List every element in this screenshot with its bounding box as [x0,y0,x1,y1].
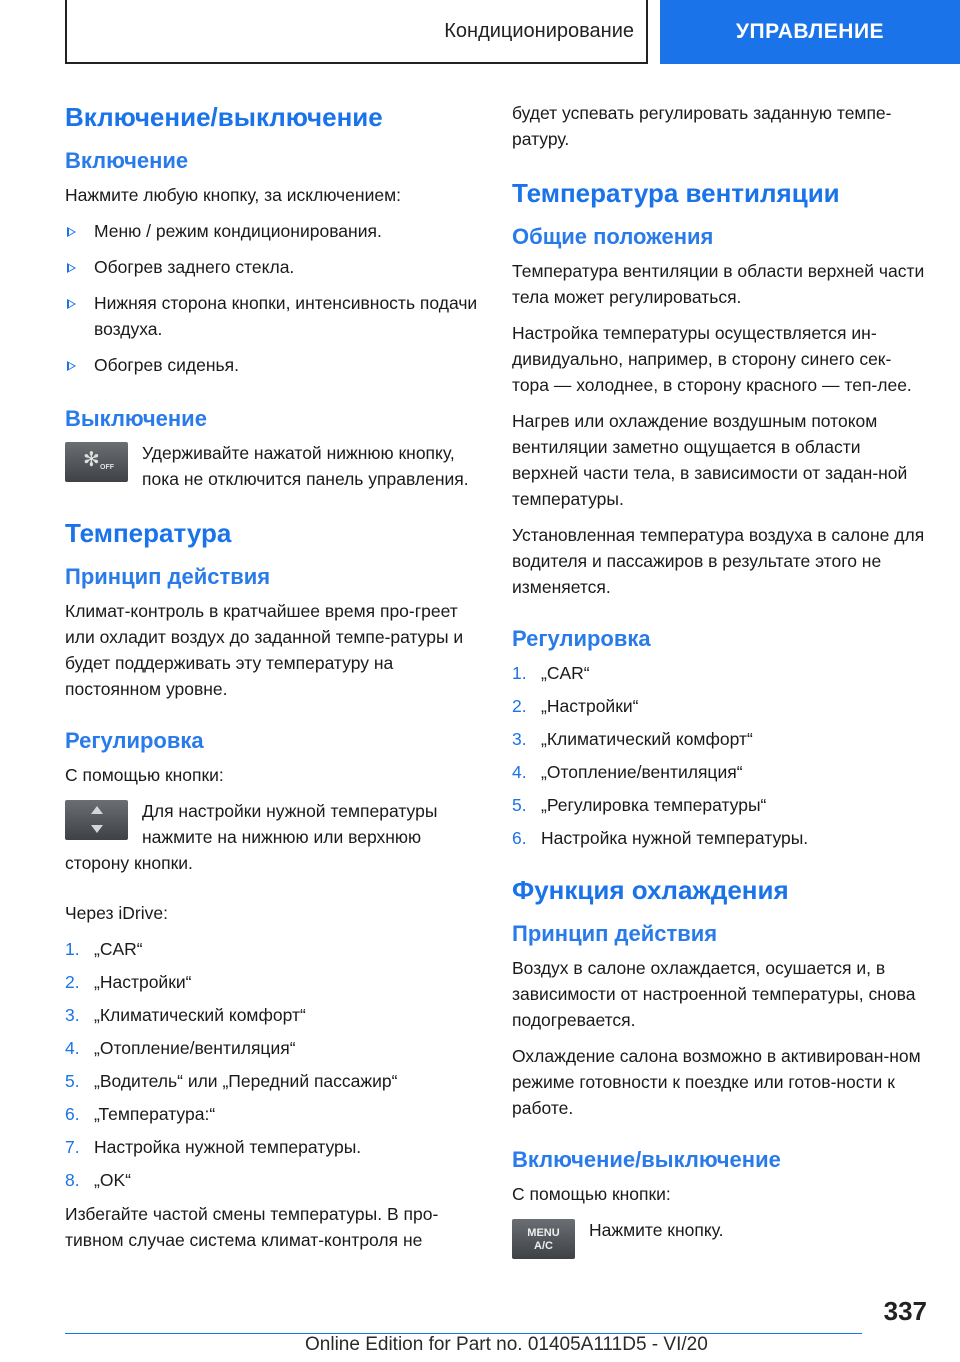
off-text: Удерживайте нажатой нижнюю кнопку, пока не отключится панель управления. [142,443,469,489]
heading-principle-right: Принцип действия [512,921,718,946]
list-item: 6. „Температура:“ [65,1104,216,1124]
triangle-bullet-icon [67,227,76,237]
footer-edition: Online Edition for Part no. 01405A111D5 - VI/20 [305,1334,708,1355]
principle-text: Климат-контроль в кратчайшее время про-греет или охладит воздух до заданной темпе-ратуры и будет поддерживать эту температуру на постоянном уровне. [65,601,464,699]
list-item: Обогрев заднего стекла. [65,254,480,280]
on-intro: Нажмите любую кнопку, за исключением: [65,185,401,205]
triangle-bullet-icon [67,361,76,371]
list-item: 5. „Регулировка температуры“ [512,795,767,815]
off-label: OFF [100,464,114,471]
list-item: Обогрев сиденья. [65,352,480,378]
heading-onoff-right: Включение/выключение [512,1147,781,1172]
arrow-up-icon [91,806,103,814]
list-item: Нижняя сторона кнопки, интенсивность подачи воздуха. [65,290,480,342]
idrive-steps [65,936,480,1193]
idrive-intro: Через iDrive: [65,903,168,923]
section-title: Кондиционирование [444,19,634,42]
menu-button-text: Нажмите кнопку. [589,1220,724,1240]
onoff-intro: С помощью кнопки: [512,1184,671,1204]
heading-vent-temp: Температура вентиляции [512,178,840,208]
triangle-bullet-icon [67,263,76,273]
general-p4: Установленная температура воздуха в салоне для водителя и пассажиров в результате этого не изменяется. [512,525,925,597]
heading-off: Выключение [65,406,207,431]
list-item: 2. „Настройки“ [512,696,639,716]
section-header [65,0,648,64]
vent-steps [512,660,927,851]
heading-adjust: Регулировка [65,728,204,753]
off-button-block [65,440,480,492]
ac-label: A/C [534,1240,553,1252]
adjust-intro: С помощью кнопки: [65,765,224,785]
chapter-tab-label: УПРАВЛЕНИЕ [735,20,885,43]
chapter-tab[interactable] [660,0,960,64]
cool-p2: Охлаждение салона возможно в активирован-ном режиме готовности к поездке или готов-ности к работе. [512,1046,921,1118]
arrow-down-icon [91,825,103,833]
heading-cooling: Функция охлаждения [512,875,789,905]
triangle-bullet-icon [67,299,76,309]
list-item: 3. „Климатический комфорт“ [65,1005,306,1025]
adjust-button-text: Для настройки нужной температуры нажмите на нижнюю или верхнюю сторону кнопки. [65,801,438,873]
list-item: 7. Настройка нужной температуры. [65,1137,362,1157]
fan-icon: ✻ [83,449,100,471]
cool-p1: Воздух в салоне охлаждается, осушается и, в зависимости от настроенной температуры, снова подогревается. [512,958,916,1030]
temp-rocker-button-image [65,800,128,840]
list-item: 1. „CAR“ [512,663,590,683]
fan-off-button-image [65,442,128,482]
list-item: 1. „CAR“ [65,939,143,959]
temp-button-block [65,798,480,876]
list-item: 5. „Водитель“ или „Передний пассажир“ [65,1071,398,1091]
general-p2: Настройка температуры осуществляется ин-дивидуально, например, в сторону синего сек-тора — холоднее, в сторону красного — теп-лее. [512,323,912,395]
menu-button-block [512,1217,927,1269]
continued-text: будет успевать регулировать заданную темпе-ратуру. [512,103,892,149]
heading-principle: Принцип действия [65,564,271,589]
general-p1: Температура вентиляции в области верхней части тела может регулироваться. [512,261,925,307]
heading-general: Общие положения [512,224,714,249]
list-item: 6. Настройка нужной температуры. [512,828,809,848]
menu-label: MENU [527,1227,560,1239]
menu-ac-button-image [512,1219,575,1259]
list-item: Меню / режим кондиционирования. [65,218,480,244]
heading-temperature: Температура [65,518,232,548]
left-column [65,100,480,1263]
heading-onoff: Включение/выключение [65,102,383,132]
heading-adjust-right: Регулировка [512,626,651,651]
general-p3: Нагрев или охлаждение воздушным потоком вентиляции заметно ощущается в области верхней части тела, в зависимости от задан-ной температуры. [512,411,908,509]
list-item: 8. „OK“ [65,1170,131,1190]
page-number: 337 [883,1296,927,1326]
right-column [512,100,927,1279]
heading-on: Включение [65,148,189,173]
list-item: 4. „Отопление/вентиляция“ [65,1038,296,1058]
avoid-text: Избегайте частой смены температуры. В про-тивном случае система климат-контроля не [65,1204,439,1250]
list-item: 3. „Климатический комфорт“ [512,729,753,749]
list-item: 4. „Отопление/вентиляция“ [512,762,743,782]
list-item: 2. „Настройки“ [65,972,192,992]
on-exceptions-list [65,218,480,378]
